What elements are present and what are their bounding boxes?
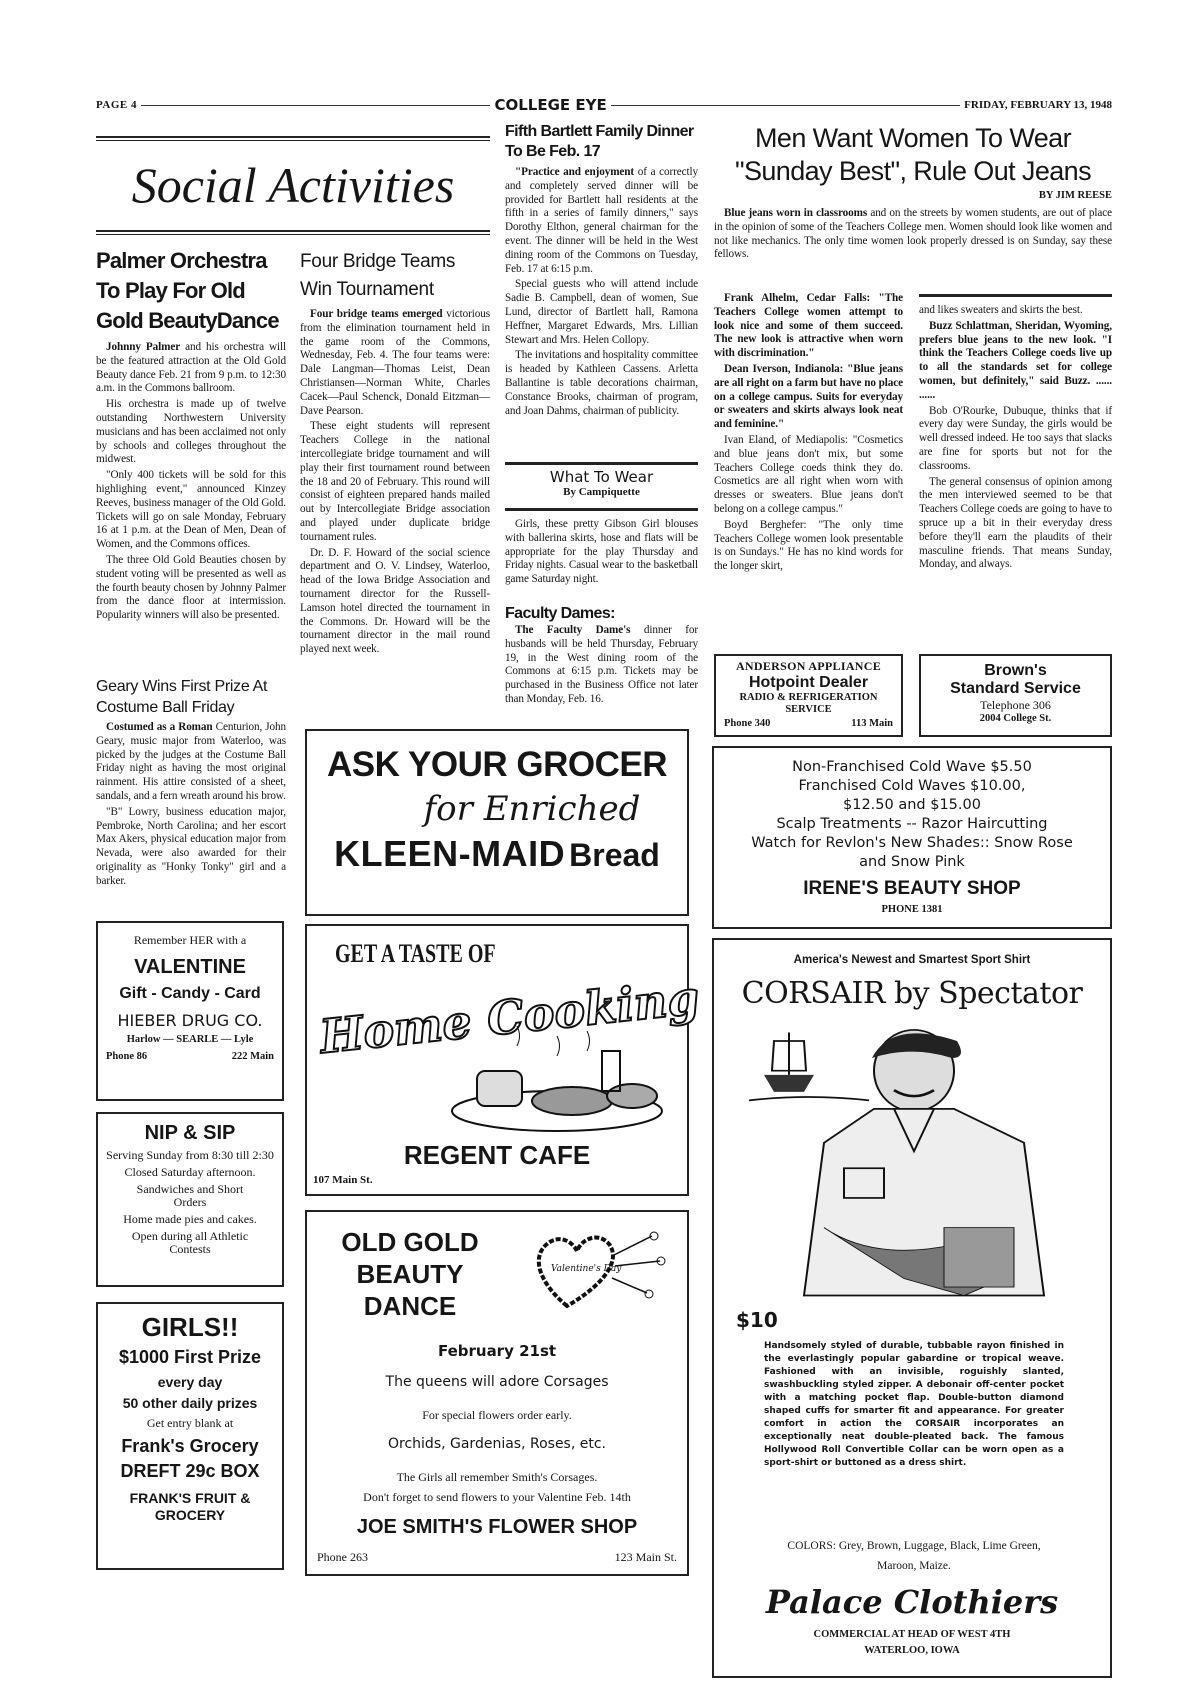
ad-address: 113 Main (851, 718, 893, 729)
ad-address: 123 Main St. (614, 1550, 677, 1564)
text: of a correctly and completely served dinner will be provided for Bartlett hall residents at the fifth in a series of family dinners," says Dorothy Elthon, general chairman for the event. The dinner will be held in the West dining room of the Commons on Tuesday, Feb. 17 at 6:15 p.m. (505, 166, 698, 275)
divider (505, 508, 698, 511)
valentine-heart-illustration (527, 1226, 667, 1316)
ad-brand: KLEEN-MAID (334, 833, 566, 874)
ad-text: Scalp Treatments -- Razor Haircutting (776, 816, 1048, 832)
ad-text: $1000 First Prize (118, 1347, 262, 1367)
ad-store-name: HIEBER DRUG CO. (117, 1011, 263, 1030)
ad-phone: Phone 86 (106, 1051, 148, 1062)
article-column (919, 304, 1112, 574)
ad-text: Orchids, Gardenias, Roses, etc. (388, 1436, 606, 1452)
byline: BY JIM REESE (1038, 190, 1112, 201)
ad-phone: Telephone 306 (980, 698, 1051, 712)
ad-text: The queens will adore Corsages (385, 1374, 609, 1390)
ad-text: Home made pies and cakes. (123, 1212, 257, 1226)
ad-title: OLD GOLD BEAUTY DANCE (341, 1227, 479, 1321)
paragraph: Buzz Schlattman, Sheridan, Wyoming, prefers blue jeans to the new look. "I think the Teachers College coeds live up to all the standards set for college women, but definitely," said Buzz. ...... ...... (919, 319, 1112, 401)
ad-irenes-beauty-shop (712, 746, 1112, 929)
ad-text: The Girls all remember Smith's Corsages. (396, 1470, 598, 1484)
divider (141, 105, 490, 106)
paragraph: Frank Alhelm, Cedar Falls: "The Teachers College women attempt to look nice and some of them succeed. The new look is attractive when worn with discrimination." (714, 292, 903, 360)
paragraph (96, 721, 286, 804)
ad-text: Remember HER with a (133, 933, 247, 947)
paper-name: COLLEGE EYE (494, 96, 607, 114)
section-banner: Social Activities (131, 157, 455, 213)
ad-text: Serving Sunday from 8:30 till 2:30 (106, 1148, 274, 1162)
ad-browns-standard-service (919, 654, 1112, 737)
column-what-to-wear (505, 468, 698, 498)
article-palmer (96, 246, 286, 625)
divider (96, 230, 490, 232)
food-illustration (437, 1026, 667, 1141)
ad-phone: Phone 340 (724, 718, 771, 729)
headline: Fifth Bartlett Family Dinner To Be Feb. 17 (505, 123, 694, 160)
column-title: What To Wear (549, 468, 654, 486)
ad-address: 222 Main (231, 1051, 274, 1062)
ad-title: GIRLS!! (141, 1312, 239, 1342)
ad-text: Watch for Revlon's New Shades:: Snow Rose (751, 835, 1073, 851)
paragraph: These eight students will represent Teachers College in the national intercollegiate bridge tournament and will play their first tournament round between the 18 and 20 of February. This round will consist of eighteen prepared hands mailed out by Intercollegiate Bridge association and played under duplicate bridge tournament rules. (300, 420, 490, 543)
ad-corsair-palace-clothiers (712, 938, 1112, 1678)
lead-in: Blue jeans worn in classrooms (724, 207, 868, 219)
ad-kleen-maid (305, 729, 689, 916)
ad-store-name: ANDERSON APPLIANCE (735, 659, 882, 673)
ad-store-name: JOE SMITH'S FLOWER SHOP (356, 1516, 638, 1538)
ad-brand: CORSAIR by Spectator (741, 976, 1083, 1011)
ad-script-title: Home Cooking (317, 970, 702, 1064)
ad-text: GET A TASTE OF (335, 940, 496, 969)
ad-text: Sandwiches and Short Orders (136, 1182, 244, 1209)
headline: Men Want Women To Wear (755, 123, 1071, 153)
ad-regent-cafe (305, 924, 702, 1196)
ad-text: Bread (569, 837, 660, 873)
article-body (96, 341, 286, 623)
ad-text: every day (157, 1374, 223, 1390)
ad-text: Hotpoint Dealer (748, 674, 869, 691)
divider (919, 294, 1112, 297)
byline: By Campiquette (563, 486, 640, 498)
ad-script-text: for Enriched (423, 789, 641, 829)
lead-in: Johnny Palmer (106, 341, 181, 353)
article-bartlett (505, 122, 698, 420)
ad-address: 107 Main St. (313, 1174, 373, 1186)
article-jeans (714, 122, 1112, 264)
ad-address: 2004 College St. (979, 713, 1052, 724)
article-body (505, 166, 698, 418)
paragraph (714, 207, 1112, 262)
ad-text: Get entry blank at (146, 1416, 234, 1430)
ad-store-name: Frank's Grocery (121, 1436, 259, 1456)
ad-text: Don't forget to send flowers to your Valentine Feb. 14th (363, 1490, 631, 1504)
article-body (96, 721, 286, 889)
ad-address: COMMERCIAL AT HEAD OF WEST 4TH (813, 1629, 1011, 1640)
divider (505, 462, 698, 465)
masthead (96, 97, 1112, 113)
ad-address: WATERLOO, IOWA (864, 1645, 960, 1656)
divider (96, 136, 490, 138)
ad-phone: PHONE 1381 (881, 904, 943, 915)
text: Centurion, John Geary, music major from Waterloo, was picked by the judges at the Costume Ball Friday night as having the most original rainment. His attire consisted of a sheet, sandals, and a fern wreath around his brow. (96, 721, 287, 802)
ad-hieber-drug (96, 921, 284, 1101)
ad-text: DREFT 29c BOX (120, 1461, 260, 1481)
text: victorious from the elimination tournament held in the game room of the Commons, Wednesday, Feb. 4. The four teams were: Dale Langman—Thomas Leist, Dean Christiansen—Norman White, Charles Cacek—Paul Schenck, Donald Eitzman—Dave Pearson. (300, 308, 490, 417)
ad-text: $12.50 and $15.00 (843, 797, 981, 813)
paragraph (505, 166, 698, 276)
ad-store-logo: Palace Clothiers (765, 1583, 1059, 1621)
headline: "Sunday Best", Rule Out Jeans (735, 156, 1091, 186)
paragraph: and likes sweaters and skirts the best. (919, 304, 1083, 316)
paragraph: "Only 400 tickets will be sold for this highlighing event," announced Kinzey Reeves, business manager of the Old Gold. Tickets will go on sale Monday, February 16 at 1 p.m. at the Dean of Men, Dean of Women, and the Commons offices. (96, 469, 286, 551)
ad-text: Standard Service (950, 680, 1081, 697)
paragraph: Girls, these pretty Gibson Girl blouses with ballerina skirts, hose and flats will be appropriate for the play Thursday and Friday nights. Casual wear to the basketball game Saturday night. (505, 518, 698, 586)
ad-text: FRANK'S FRUIT & GROCERY (129, 1490, 251, 1523)
headline: Palmer Orchestra To Play For Old Gold BeautyDance (96, 248, 279, 333)
divider (96, 234, 490, 235)
ad-title: NIP & SIP (144, 1122, 236, 1144)
headline: Four Bridge Teams Win Tournament (300, 251, 456, 300)
ad-text: Non-Franchised Cold Wave $5.50 (792, 759, 1032, 775)
text: and on the streets by women students, are out of place in the opinion of some of the Teachers College men. Women should look like women and not like mechanics. The only time women look properly dressed is on Sunday, say these fellows. (714, 207, 1112, 261)
paragraph: Ivan Eland, of Mediapolis: "Cosmetics and blue jeans don't mix, but some Teachers College coeds think they do. Cosmetics are all right when worn with dresses or sweaters. Blue jeans don't belong on a college campus." (714, 433, 903, 515)
page-number: PAGE 4 (96, 99, 137, 111)
divider (611, 105, 960, 106)
issue-date: FRIDAY, FEBRUARY 13, 1948 (964, 99, 1112, 111)
ad-text: For special flowers order early. (422, 1408, 572, 1422)
ad-description: Handsomely styled of durable, tubbable rayon finished in the everlastingly popular gabardine or tropical weave. Fashioned with an invisible, roguishly slanted, swashbuckling styled zipper. A debonair off-center pocket with a matching pocket flap. Double-button diamond shaped cuffs for smarter fit and appearance. For greater comfort in action the CORSAIR incorporates an exceptionally neat double-pleated back. The famous Hollywood Roll Convertible Collar can be worn open as a sport-shirt or buttoned as a dress shirt. (764, 1341, 1064, 1468)
ad-title: ASK YOUR GROCER (327, 745, 667, 784)
ad-phone: Phone 263 (317, 1550, 368, 1564)
ad-text: RADIO & REFRIGERATION SERVICE (739, 692, 878, 715)
man-in-shirt-illustration (744, 1024, 1084, 1304)
article-faculty-dames (505, 604, 698, 709)
headline: Geary Wins First Prize At Costume Ball Friday (96, 678, 268, 716)
ad-text: February 21st (437, 1342, 557, 1360)
ad-store-name: Brown's (984, 662, 1047, 679)
paragraph: Dr. D. F. Howard of the social science department and O. V. Lindsey, Waterloo, head of the Iowa Bridge Association and tournament director for the Russell-Lamson hotel directed the tournament in the Commons. Dr. Howard will be the tournament director in the mail round played next week. (300, 546, 490, 656)
article-geary (96, 676, 286, 891)
paragraph: Special guests who will attend include Sadie B. Campbell, dean of women, Sue Lund, director of Bartlett hall, Ramona Heffner, Margaret Edwards, Mrs. Lillian Stewart and Mrs. Helen Collopy. (505, 278, 698, 346)
ad-joe-smiths-flower-shop (305, 1210, 689, 1576)
article-column (714, 292, 903, 576)
article-body (300, 308, 490, 657)
article-body (505, 518, 698, 589)
paragraph: The invitations and hospitality committee is headed by Kathleen Cassens. Arletta Ballantine is table decorations chairman, Constance Brooks, chairman of program, and Joan Dahms, chairman of publicity. (505, 349, 698, 417)
article-bridge (300, 248, 490, 659)
paragraph (300, 308, 490, 418)
heart-text: Valentine's Day (551, 1264, 622, 1274)
lead-in: The Faculty Dame's (515, 624, 631, 636)
ad-text: Open during all Athletic Contests (131, 1229, 249, 1256)
ad-text: Franchised Cold Waves $10.00, (798, 778, 1026, 794)
paragraph: Bob O'Rourke, Dubuque, thinks that if every day were Sunday, the girls would be well dressed indeed. He too says that slacks are fine for sports but not for the classrooms. (919, 404, 1112, 472)
ad-anderson-appliance (714, 654, 903, 737)
paragraph (505, 624, 698, 707)
paragraph: The three Old Gold Beauties chosen by student voting will be presented as well as the fourth beauty chosen by Johnny Palmer from the dance floor at intermission. Popularity winners will also be presented. (96, 553, 286, 622)
ad-nip-sip (96, 1112, 284, 1287)
text: dinner for husbands will be held Thursday, February 19, in the West dining room of the Commons at 6:15 p.m. Tickets may be purchased in the Business Office not later than Monday, Feb. 16. (505, 624, 698, 705)
ad-store-name: IRENE'S BEAUTY SHOP (803, 878, 1021, 899)
paragraph: His orchestra is made up of twelve outstanding Northwestern University musicians and has been acclaimed not only by schools and colleges throughout the midwest. (96, 398, 286, 466)
ad-text: COLORS: Grey, Brown, Luggage, Black, Lime Green, Maroon, Maize. (787, 1540, 1041, 1572)
ad-text: Harlow — SEARLE — Lyle (126, 1034, 254, 1045)
ad-text: 50 other daily prizes (122, 1395, 258, 1411)
ad-text: VALENTINE (134, 956, 246, 978)
ad-franks-grocery (96, 1302, 284, 1570)
ad-text: Gift - Candy - Card (119, 985, 261, 1002)
lead-in: Four bridge teams emerged (310, 308, 443, 320)
text: and his orchestra will be the featured attraction at the Old Gold Beauty dance Feb. 21 from 9 p.m. to 12:30 a.m. in the Commons ballroom. (96, 341, 287, 395)
ad-text: Closed Saturday afternoon. (124, 1165, 256, 1179)
divider (96, 140, 490, 141)
ad-store-name: REGENT CAFE (403, 1140, 591, 1170)
paragraph: Boyd Berghefer: "The only time Teachers College women look presentable is on Sundays." He has no kind words for the longer skirt, (714, 518, 903, 573)
paragraph: The general consensus of opinion among the men interviewed seemed to be that Teachers College coeds are going to have to spruce up a bit in their everyday dress before they'll earn the plaudits of their masculine friends. That means Sunday, Monday, and always. (919, 475, 1112, 571)
ad-text: and Snow Pink (859, 854, 965, 870)
headline: Faculty Dames: (505, 605, 615, 622)
ad-price: $10 (736, 1308, 778, 1332)
ad-text: America's Newest and Smartest Sport Shirt (793, 954, 1031, 966)
paragraph: "B" Lowry, business education major, Pembroke, North Carolina; and her escort Max Akers, physical education major from Nevada, were also awarded for their originality as "Honky Tonky" girl and a barker. (96, 805, 286, 887)
paragraph (96, 341, 286, 396)
lead-in: "Practice and enjoyment (515, 166, 635, 178)
paragraph: Dean Iverson, Indianola: "Blue jeans are all right on a farm but have no place on a college campus. Suits for everyday or sweaters and skirts always look neat and feminine." (714, 362, 903, 431)
lead-in: Costumed as a Roman (106, 721, 213, 733)
